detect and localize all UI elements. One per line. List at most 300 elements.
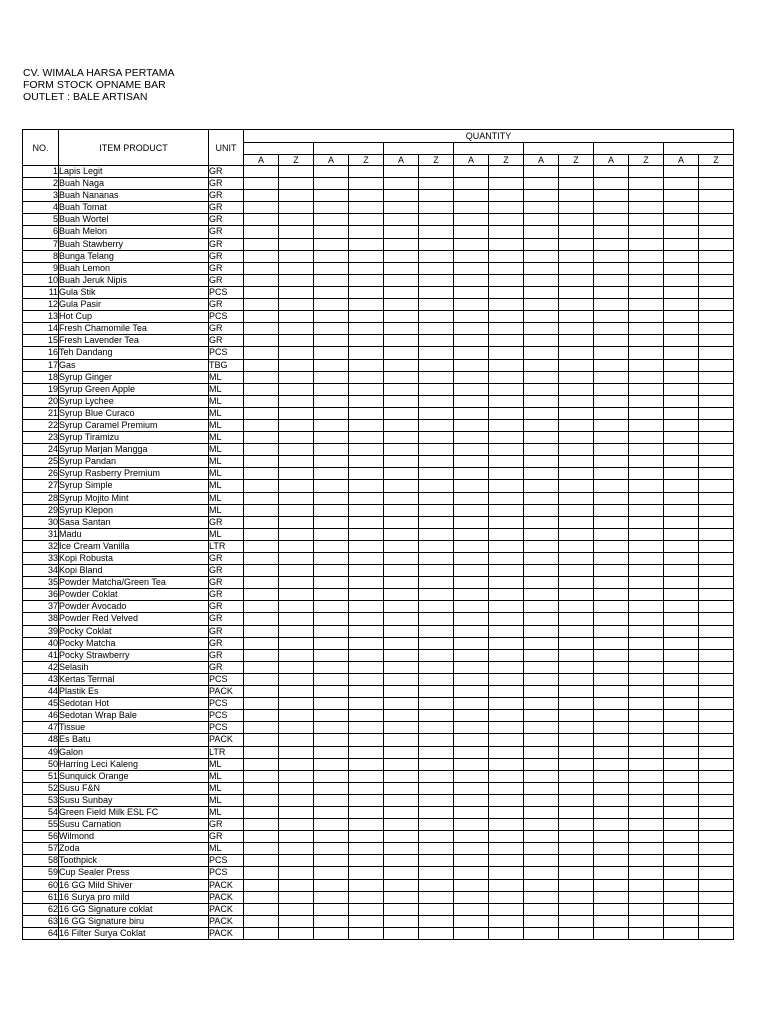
quantity-cell[interactable] (279, 238, 314, 250)
quantity-cell[interactable] (594, 698, 629, 710)
quantity-cell[interactable] (244, 432, 279, 444)
quantity-cell[interactable] (384, 806, 419, 818)
quantity-cell[interactable] (699, 625, 734, 637)
quantity-cell[interactable] (524, 528, 559, 540)
quantity-cell[interactable] (699, 782, 734, 794)
quantity-cell[interactable] (629, 419, 664, 431)
quantity-cell[interactable] (699, 867, 734, 879)
quantity-cell[interactable] (454, 867, 489, 879)
quantity-cell[interactable] (349, 468, 384, 480)
quantity-cell[interactable] (559, 178, 594, 190)
quantity-cell[interactable] (314, 589, 349, 601)
quantity-cell[interactable] (454, 625, 489, 637)
quantity-cell[interactable] (454, 516, 489, 528)
quantity-cell[interactable] (244, 649, 279, 661)
quantity-cell[interactable] (629, 686, 664, 698)
quantity-cell[interactable] (419, 746, 454, 758)
quantity-cell[interactable] (489, 734, 524, 746)
quantity-cell[interactable] (559, 710, 594, 722)
quantity-cell[interactable] (314, 915, 349, 927)
quantity-cell[interactable] (419, 589, 454, 601)
quantity-cell[interactable] (594, 565, 629, 577)
quantity-cell[interactable] (559, 371, 594, 383)
quantity-cell[interactable] (699, 395, 734, 407)
quantity-cell[interactable] (489, 238, 524, 250)
quantity-cell[interactable] (629, 806, 664, 818)
quantity-cell[interactable] (244, 262, 279, 274)
quantity-cell[interactable] (629, 649, 664, 661)
quantity-cell[interactable] (419, 782, 454, 794)
quantity-cell[interactable] (244, 661, 279, 673)
quantity-cell[interactable] (699, 903, 734, 915)
quantity-cell[interactable] (349, 553, 384, 565)
quantity-cell[interactable] (384, 250, 419, 262)
quantity-cell[interactable] (524, 637, 559, 649)
quantity-cell[interactable] (314, 214, 349, 226)
quantity-cell[interactable] (419, 565, 454, 577)
quantity-cell[interactable] (489, 686, 524, 698)
quantity-cell[interactable] (244, 528, 279, 540)
quantity-cell[interactable] (699, 601, 734, 613)
quantity-cell[interactable] (489, 250, 524, 262)
quantity-cell[interactable] (279, 710, 314, 722)
quantity-cell[interactable] (594, 432, 629, 444)
quantity-cell[interactable] (664, 686, 699, 698)
quantity-cell[interactable] (489, 444, 524, 456)
quantity-cell[interactable] (314, 262, 349, 274)
quantity-cell[interactable] (559, 202, 594, 214)
quantity-cell[interactable] (314, 879, 349, 891)
quantity-cell[interactable] (454, 782, 489, 794)
quantity-cell[interactable] (279, 589, 314, 601)
quantity-cell[interactable] (594, 722, 629, 734)
quantity-cell[interactable] (664, 879, 699, 891)
quantity-cell[interactable] (279, 855, 314, 867)
quantity-cell[interactable] (244, 722, 279, 734)
quantity-cell[interactable] (244, 190, 279, 202)
quantity-cell[interactable] (664, 637, 699, 649)
quantity-cell[interactable] (629, 661, 664, 673)
quantity-cell[interactable] (524, 613, 559, 625)
quantity-cell[interactable] (664, 492, 699, 504)
quantity-cell[interactable] (244, 831, 279, 843)
quantity-cell[interactable] (524, 190, 559, 202)
quantity-cell[interactable] (664, 262, 699, 274)
quantity-cell[interactable] (629, 190, 664, 202)
quantity-cell[interactable] (524, 166, 559, 178)
quantity-cell[interactable] (454, 468, 489, 480)
quantity-cell[interactable] (524, 359, 559, 371)
quantity-cell[interactable] (244, 746, 279, 758)
quantity-cell[interactable] (664, 867, 699, 879)
quantity-cell[interactable] (524, 770, 559, 782)
quantity-cell[interactable] (419, 540, 454, 552)
quantity-cell[interactable] (454, 540, 489, 552)
quantity-cell[interactable] (314, 238, 349, 250)
quantity-cell[interactable] (559, 927, 594, 939)
quantity-cell[interactable] (454, 202, 489, 214)
quantity-cell[interactable] (629, 274, 664, 286)
quantity-cell[interactable] (349, 758, 384, 770)
quantity-cell[interactable] (489, 383, 524, 395)
quantity-cell[interactable] (629, 480, 664, 492)
quantity-cell[interactable] (314, 710, 349, 722)
quantity-cell[interactable] (349, 444, 384, 456)
quantity-cell[interactable] (349, 661, 384, 673)
quantity-cell[interactable] (699, 238, 734, 250)
quantity-cell[interactable] (699, 843, 734, 855)
quantity-cell[interactable] (384, 528, 419, 540)
quantity-cell[interactable] (244, 383, 279, 395)
quantity-cell[interactable] (419, 347, 454, 359)
quantity-cell[interactable] (489, 407, 524, 419)
quantity-cell[interactable] (279, 262, 314, 274)
quantity-cell[interactable] (489, 311, 524, 323)
quantity-cell[interactable] (594, 855, 629, 867)
quantity-cell[interactable] (559, 492, 594, 504)
quantity-cell[interactable] (594, 214, 629, 226)
quantity-cell[interactable] (594, 589, 629, 601)
quantity-cell[interactable] (384, 516, 419, 528)
quantity-cell[interactable] (384, 879, 419, 891)
quantity-cell[interactable] (629, 528, 664, 540)
quantity-cell[interactable] (699, 806, 734, 818)
quantity-cell[interactable] (419, 891, 454, 903)
quantity-cell[interactable] (244, 214, 279, 226)
quantity-cell[interactable] (454, 335, 489, 347)
quantity-cell[interactable] (454, 311, 489, 323)
quantity-cell[interactable] (349, 722, 384, 734)
quantity-cell[interactable] (349, 226, 384, 238)
quantity-cell[interactable] (699, 262, 734, 274)
quantity-cell[interactable] (244, 238, 279, 250)
quantity-cell[interactable] (279, 540, 314, 552)
quantity-cell[interactable] (419, 456, 454, 468)
quantity-cell[interactable] (524, 734, 559, 746)
quantity-cell[interactable] (349, 528, 384, 540)
quantity-cell[interactable] (349, 178, 384, 190)
quantity-cell[interactable] (279, 649, 314, 661)
quantity-cell[interactable] (489, 202, 524, 214)
quantity-cell[interactable] (559, 359, 594, 371)
quantity-cell[interactable] (419, 190, 454, 202)
quantity-cell[interactable] (349, 299, 384, 311)
quantity-cell[interactable] (314, 456, 349, 468)
quantity-cell[interactable] (314, 528, 349, 540)
quantity-cell[interactable] (314, 335, 349, 347)
quantity-cell[interactable] (384, 722, 419, 734)
quantity-cell[interactable] (594, 686, 629, 698)
quantity-cell[interactable] (489, 577, 524, 589)
quantity-cell[interactable] (279, 504, 314, 516)
quantity-cell[interactable] (489, 504, 524, 516)
quantity-cell[interactable] (559, 879, 594, 891)
quantity-cell[interactable] (384, 359, 419, 371)
quantity-cell[interactable] (489, 710, 524, 722)
quantity-cell[interactable] (279, 637, 314, 649)
quantity-cell[interactable] (384, 601, 419, 613)
quantity-cell[interactable] (559, 734, 594, 746)
quantity-cell[interactable] (244, 407, 279, 419)
quantity-cell[interactable] (279, 686, 314, 698)
quantity-cell[interactable] (559, 891, 594, 903)
quantity-cell[interactable] (314, 395, 349, 407)
quantity-cell[interactable] (559, 746, 594, 758)
quantity-cell[interactable] (664, 613, 699, 625)
quantity-cell[interactable] (454, 238, 489, 250)
quantity-cell[interactable] (699, 673, 734, 685)
quantity-cell[interactable] (629, 589, 664, 601)
quantity-cell[interactable] (279, 528, 314, 540)
quantity-cell[interactable] (559, 686, 594, 698)
quantity-cell[interactable] (279, 214, 314, 226)
quantity-cell[interactable] (279, 250, 314, 262)
quantity-cell[interactable] (314, 855, 349, 867)
quantity-cell[interactable] (314, 819, 349, 831)
quantity-cell[interactable] (664, 903, 699, 915)
quantity-cell[interactable] (699, 891, 734, 903)
quantity-cell[interactable] (279, 661, 314, 673)
quantity-cell[interactable] (279, 311, 314, 323)
quantity-cell[interactable] (454, 734, 489, 746)
quantity-cell[interactable] (489, 915, 524, 927)
quantity-cell[interactable] (699, 480, 734, 492)
quantity-cell[interactable] (244, 794, 279, 806)
quantity-cell[interactable] (349, 903, 384, 915)
quantity-cell[interactable] (279, 565, 314, 577)
quantity-cell[interactable] (349, 819, 384, 831)
quantity-cell[interactable] (454, 504, 489, 516)
quantity-cell[interactable] (524, 879, 559, 891)
quantity-cell[interactable] (279, 371, 314, 383)
quantity-cell[interactable] (664, 323, 699, 335)
quantity-cell[interactable] (594, 166, 629, 178)
quantity-cell[interactable] (559, 323, 594, 335)
quantity-cell[interactable] (594, 673, 629, 685)
quantity-cell[interactable] (594, 528, 629, 540)
quantity-cell[interactable] (524, 480, 559, 492)
quantity-cell[interactable] (349, 601, 384, 613)
quantity-cell[interactable] (384, 202, 419, 214)
quantity-cell[interactable] (489, 166, 524, 178)
quantity-cell[interactable] (629, 782, 664, 794)
quantity-cell[interactable] (524, 516, 559, 528)
quantity-cell[interactable] (314, 782, 349, 794)
quantity-cell[interactable] (489, 540, 524, 552)
quantity-cell[interactable] (524, 250, 559, 262)
quantity-cell[interactable] (244, 444, 279, 456)
quantity-cell[interactable] (314, 178, 349, 190)
quantity-cell[interactable] (629, 250, 664, 262)
quantity-cell[interactable] (279, 419, 314, 431)
quantity-cell[interactable] (524, 395, 559, 407)
quantity-cell[interactable] (559, 456, 594, 468)
quantity-cell[interactable] (664, 782, 699, 794)
quantity-cell[interactable] (349, 166, 384, 178)
quantity-cell[interactable] (384, 432, 419, 444)
quantity-cell[interactable] (279, 347, 314, 359)
quantity-cell[interactable] (279, 698, 314, 710)
quantity-cell[interactable] (419, 770, 454, 782)
quantity-cell[interactable] (489, 589, 524, 601)
quantity-cell[interactable] (314, 407, 349, 419)
quantity-cell[interactable] (664, 250, 699, 262)
quantity-cell[interactable] (314, 432, 349, 444)
quantity-cell[interactable] (699, 432, 734, 444)
quantity-cell[interactable] (419, 516, 454, 528)
quantity-cell[interactable] (419, 831, 454, 843)
quantity-cell[interactable] (594, 238, 629, 250)
quantity-cell[interactable] (594, 843, 629, 855)
quantity-cell[interactable] (664, 226, 699, 238)
quantity-cell[interactable] (384, 347, 419, 359)
quantity-cell[interactable] (524, 371, 559, 383)
quantity-cell[interactable] (594, 299, 629, 311)
quantity-cell[interactable] (629, 601, 664, 613)
quantity-cell[interactable] (454, 323, 489, 335)
quantity-cell[interactable] (349, 734, 384, 746)
quantity-cell[interactable] (699, 649, 734, 661)
quantity-cell[interactable] (524, 565, 559, 577)
quantity-cell[interactable] (629, 879, 664, 891)
quantity-cell[interactable] (279, 891, 314, 903)
quantity-cell[interactable] (629, 891, 664, 903)
quantity-cell[interactable] (629, 492, 664, 504)
quantity-cell[interactable] (419, 407, 454, 419)
quantity-cell[interactable] (559, 190, 594, 202)
quantity-cell[interactable] (559, 383, 594, 395)
quantity-cell[interactable] (454, 395, 489, 407)
quantity-cell[interactable] (664, 577, 699, 589)
quantity-cell[interactable] (454, 649, 489, 661)
quantity-cell[interactable] (594, 250, 629, 262)
quantity-cell[interactable] (349, 311, 384, 323)
quantity-cell[interactable] (244, 734, 279, 746)
quantity-cell[interactable] (279, 299, 314, 311)
quantity-cell[interactable] (524, 226, 559, 238)
quantity-cell[interactable] (594, 879, 629, 891)
quantity-cell[interactable] (349, 347, 384, 359)
quantity-cell[interactable] (279, 190, 314, 202)
quantity-cell[interactable] (454, 637, 489, 649)
quantity-cell[interactable] (559, 407, 594, 419)
quantity-cell[interactable] (349, 782, 384, 794)
quantity-cell[interactable] (664, 299, 699, 311)
quantity-cell[interactable] (314, 299, 349, 311)
quantity-cell[interactable] (314, 480, 349, 492)
quantity-cell[interactable] (244, 589, 279, 601)
quantity-cell[interactable] (664, 347, 699, 359)
quantity-cell[interactable] (559, 661, 594, 673)
quantity-cell[interactable] (629, 565, 664, 577)
quantity-cell[interactable] (664, 528, 699, 540)
quantity-cell[interactable] (629, 710, 664, 722)
quantity-cell[interactable] (559, 516, 594, 528)
quantity-cell[interactable] (629, 698, 664, 710)
quantity-cell[interactable] (559, 758, 594, 770)
quantity-cell[interactable] (279, 915, 314, 927)
quantity-cell[interactable] (699, 565, 734, 577)
quantity-cell[interactable] (629, 831, 664, 843)
quantity-cell[interactable] (524, 601, 559, 613)
quantity-cell[interactable] (419, 419, 454, 431)
quantity-cell[interactable] (384, 673, 419, 685)
quantity-cell[interactable] (524, 419, 559, 431)
quantity-cell[interactable] (279, 927, 314, 939)
quantity-cell[interactable] (419, 395, 454, 407)
quantity-cell[interactable] (454, 190, 489, 202)
quantity-cell[interactable] (489, 468, 524, 480)
quantity-cell[interactable] (489, 867, 524, 879)
quantity-cell[interactable] (349, 480, 384, 492)
quantity-cell[interactable] (629, 540, 664, 552)
quantity-cell[interactable] (244, 819, 279, 831)
quantity-cell[interactable] (314, 746, 349, 758)
quantity-cell[interactable] (664, 311, 699, 323)
quantity-cell[interactable] (594, 637, 629, 649)
quantity-cell[interactable] (594, 806, 629, 818)
quantity-cell[interactable] (629, 383, 664, 395)
quantity-cell[interactable] (244, 927, 279, 939)
quantity-cell[interactable] (699, 589, 734, 601)
quantity-cell[interactable] (454, 166, 489, 178)
quantity-cell[interactable] (419, 214, 454, 226)
quantity-cell[interactable] (559, 794, 594, 806)
quantity-cell[interactable] (489, 746, 524, 758)
quantity-cell[interactable] (279, 286, 314, 298)
quantity-cell[interactable] (314, 347, 349, 359)
quantity-cell[interactable] (419, 637, 454, 649)
quantity-cell[interactable] (349, 432, 384, 444)
quantity-cell[interactable] (699, 178, 734, 190)
quantity-cell[interactable] (314, 383, 349, 395)
quantity-cell[interactable] (314, 625, 349, 637)
quantity-cell[interactable] (629, 311, 664, 323)
quantity-cell[interactable] (699, 879, 734, 891)
quantity-cell[interactable] (664, 371, 699, 383)
quantity-cell[interactable] (454, 565, 489, 577)
quantity-cell[interactable] (699, 746, 734, 758)
quantity-cell[interactable] (629, 407, 664, 419)
quantity-cell[interactable] (489, 782, 524, 794)
quantity-cell[interactable] (384, 637, 419, 649)
quantity-cell[interactable] (244, 202, 279, 214)
quantity-cell[interactable] (349, 395, 384, 407)
quantity-cell[interactable] (244, 540, 279, 552)
quantity-cell[interactable] (419, 577, 454, 589)
quantity-cell[interactable] (699, 794, 734, 806)
quantity-cell[interactable] (629, 395, 664, 407)
quantity-cell[interactable] (559, 419, 594, 431)
quantity-cell[interactable] (629, 722, 664, 734)
quantity-cell[interactable] (314, 202, 349, 214)
quantity-cell[interactable] (244, 855, 279, 867)
quantity-cell[interactable] (279, 516, 314, 528)
quantity-cell[interactable] (419, 661, 454, 673)
quantity-cell[interactable] (279, 274, 314, 286)
quantity-cell[interactable] (279, 323, 314, 335)
quantity-cell[interactable] (524, 202, 559, 214)
quantity-cell[interactable] (244, 843, 279, 855)
quantity-cell[interactable] (384, 468, 419, 480)
quantity-cell[interactable] (279, 770, 314, 782)
quantity-cell[interactable] (419, 806, 454, 818)
quantity-cell[interactable] (419, 202, 454, 214)
quantity-cell[interactable] (244, 311, 279, 323)
quantity-cell[interactable] (384, 480, 419, 492)
quantity-cell[interactable] (699, 383, 734, 395)
quantity-cell[interactable] (594, 577, 629, 589)
